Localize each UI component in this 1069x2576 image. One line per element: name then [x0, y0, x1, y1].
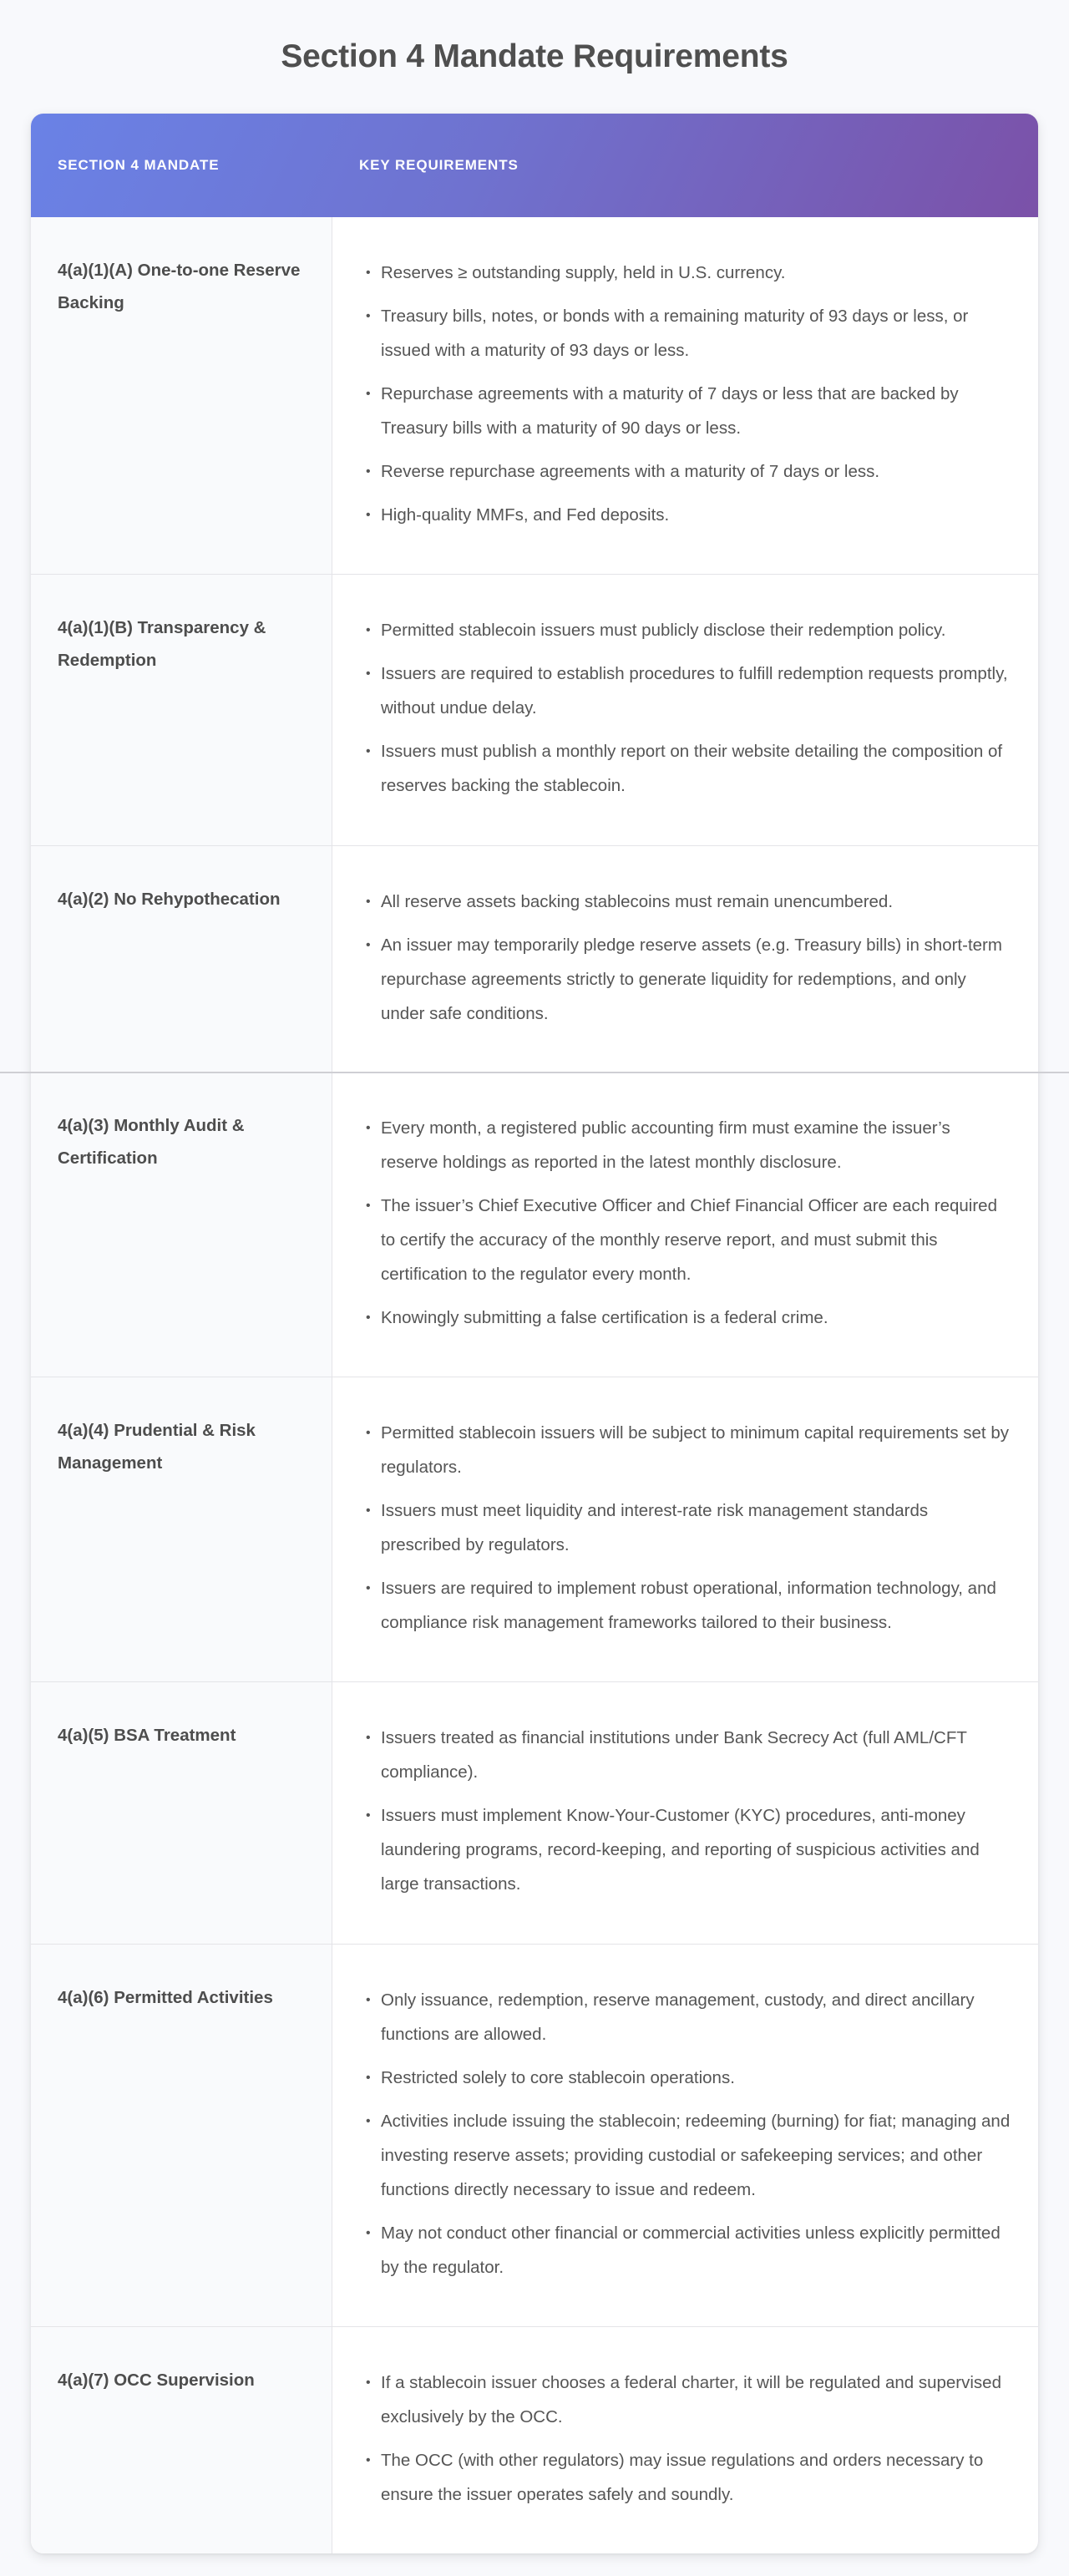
- requirement-item: • Knowingly submitting a false certification is a federal crime.: [359, 1301, 1011, 1335]
- requirement-item: • Issuers must meet liquidity and interest-rate risk management standards prescribed by regulators.: [359, 1493, 1011, 1562]
- requirement-item: • An issuer may temporarily pledge reserve assets (e.g. Treasury bills) in short-term repurchase agreements strictly to generate liquidity for redemptions, and only under safe conditions.: [359, 928, 1011, 1031]
- mandate-cell: 4(a)(1)(A) One-to-one Reserve Backing: [31, 217, 332, 574]
- requirement-item: • The issuer’s Chief Executive Officer and Chief Financial Officer are each required to certify the accuracy of the monthly reserve report, and must submit this certification to the regulator every month.: [359, 1189, 1011, 1291]
- requirement-item: • The OCC (with other regulators) may issue regulations and orders necessary to ensure the issuer operates safely and soundly.: [359, 2443, 1011, 2512]
- mandate-cell: 4(a)(5) BSA Treatment: [31, 1682, 332, 1944]
- requirements-cell: [332, 575, 1038, 845]
- requirement-item: • High-quality MMFs, and Fed deposits.: [359, 498, 1011, 532]
- requirement-item: • Permitted stablecoin issuers must publicly disclose their redemption policy.: [359, 613, 1011, 647]
- bullet-icon: •: [366, 1993, 371, 2007]
- requirement-item: • If a stablecoin issuer chooses a federal charter, it will be regulated and supervised exclusively by the OCC.: [359, 2366, 1011, 2434]
- bullet-icon: •: [366, 2376, 371, 2390]
- bullet-icon: •: [366, 387, 371, 401]
- requirement-item: • Issuers are required to establish procedures to fulfill redemption requests promptly, without undue delay.: [359, 657, 1011, 725]
- requirement-item: • Reserves ≥ outstanding supply, held in U.S. currency.: [359, 256, 1011, 290]
- requirement-item: • Activities include issuing the stablecoin; redeeming (burning) for fiat; managing and investing reserve assets; providing custodial or safekeeping services; and other functions directly necessary to issue and redeem.: [359, 2104, 1011, 2207]
- table-row: [31, 575, 1038, 846]
- bullet-icon: •: [366, 667, 371, 681]
- bullet-icon: •: [366, 309, 371, 323]
- bullet-icon: •: [366, 1311, 371, 1325]
- requirements-cell: [332, 846, 1038, 1072]
- requirement-item: • Restricted solely to core stablecoin operations.: [359, 2061, 1011, 2095]
- table-row: [31, 1945, 1038, 2327]
- bullet-icon: •: [366, 1581, 371, 1595]
- bullet-icon: •: [366, 623, 371, 637]
- bullet-icon: •: [366, 2071, 371, 2085]
- mandate-cell: 4(a)(2) No Rehypothecation: [31, 846, 332, 1072]
- header-mandate: SECTION 4 MANDATE: [58, 157, 220, 173]
- table-row: [31, 1682, 1038, 1945]
- requirement-item: • Issuers are required to implement robust operational, information technology, and compliance risk management frameworks tailored to their business.: [359, 1571, 1011, 1640]
- requirement-item: • Issuers must publish a monthly report on their website detailing the composition of reserves backing the stablecoin.: [359, 734, 1011, 803]
- bullet-icon: •: [366, 1808, 371, 1823]
- requirement-item: • May not conduct other financial or commercial activities unless explicitly permitted by the regulator.: [359, 2216, 1011, 2284]
- bullet-icon: •: [366, 1121, 371, 1135]
- bullet-icon: •: [366, 2114, 371, 2128]
- table-row: [31, 1072, 1038, 1377]
- requirement-item: • Issuers treated as financial institutions under Bank Secrecy Act (full AML/CFT compliance).: [359, 1721, 1011, 1789]
- page-title: Section 4 Mandate Requirements: [281, 38, 788, 74]
- requirement-item: • Repurchase agreements with a maturity of 7 days or less that are backed by Treasury bills with a maturity of 90 days or less.: [359, 377, 1011, 445]
- requirements-cell: [332, 1072, 1038, 1377]
- requirement-item: • Permitted stablecoin issuers will be subject to minimum capital requirements set by regulators.: [359, 1416, 1011, 1484]
- bullet-icon: •: [366, 2453, 371, 2467]
- table-row: [31, 1377, 1038, 1682]
- requirements-cell: [332, 2327, 1038, 2553]
- table-row: [31, 217, 1038, 575]
- mandate-cell: 4(a)(7) OCC Supervision: [31, 2327, 332, 2553]
- requirements-cell: [332, 1377, 1038, 1681]
- bullet-icon: •: [366, 895, 371, 909]
- mandate-cell: 4(a)(4) Prudential & Risk Management: [31, 1377, 332, 1681]
- table-row: [31, 2327, 1038, 2553]
- table-row: [31, 846, 1038, 1072]
- bullet-icon: •: [366, 266, 371, 280]
- requirements-cell: [332, 217, 1038, 574]
- header-requirements: KEY REQUIREMENTS: [359, 157, 519, 173]
- bullet-icon: •: [366, 1199, 371, 1213]
- requirements-cell: [332, 1682, 1038, 1944]
- requirement-item: • All reserve assets backing stablecoins must remain unencumbered.: [359, 885, 1011, 919]
- mandate-cell: 4(a)(1)(B) Transparency & Redemption: [31, 575, 332, 845]
- bullet-icon: •: [366, 1731, 371, 1745]
- requirement-item: • Reverse repurchase agreements with a maturity of 7 days or less.: [359, 454, 1011, 489]
- mandate-table: [31, 114, 1038, 2553]
- requirement-item: • Issuers must implement Know-Your-Customer (KYC) procedures, anti-money laundering programs, record-keeping, and reporting of suspicious activities and large transactions.: [359, 1798, 1011, 1901]
- requirement-item: • Only issuance, redemption, reserve management, custody, and direct ancillary functions are allowed.: [359, 1983, 1011, 2051]
- mandate-cell: 4(a)(6) Permitted Activities: [31, 1945, 332, 2326]
- requirement-item: • Every month, a registered public accounting firm must examine the issuer’s reserve holdings as reported in the latest monthly disclosure.: [359, 1111, 1011, 1179]
- page-break-divider: [0, 1072, 1069, 1073]
- bullet-icon: •: [366, 464, 371, 479]
- requirement-item: • Treasury bills, notes, or bonds with a remaining maturity of 93 days or less, or issued with a maturity of 93 days or less.: [359, 299, 1011, 368]
- bullet-icon: •: [366, 744, 371, 758]
- bullet-icon: •: [366, 1426, 371, 1440]
- table-header: [31, 114, 1038, 217]
- bullet-icon: •: [366, 1504, 371, 1518]
- requirements-cell: [332, 1945, 1038, 2326]
- bullet-icon: •: [366, 508, 371, 522]
- bullet-icon: •: [366, 2226, 371, 2240]
- mandate-cell: 4(a)(3) Monthly Audit & Certification: [31, 1072, 332, 1377]
- bullet-icon: •: [366, 938, 371, 952]
